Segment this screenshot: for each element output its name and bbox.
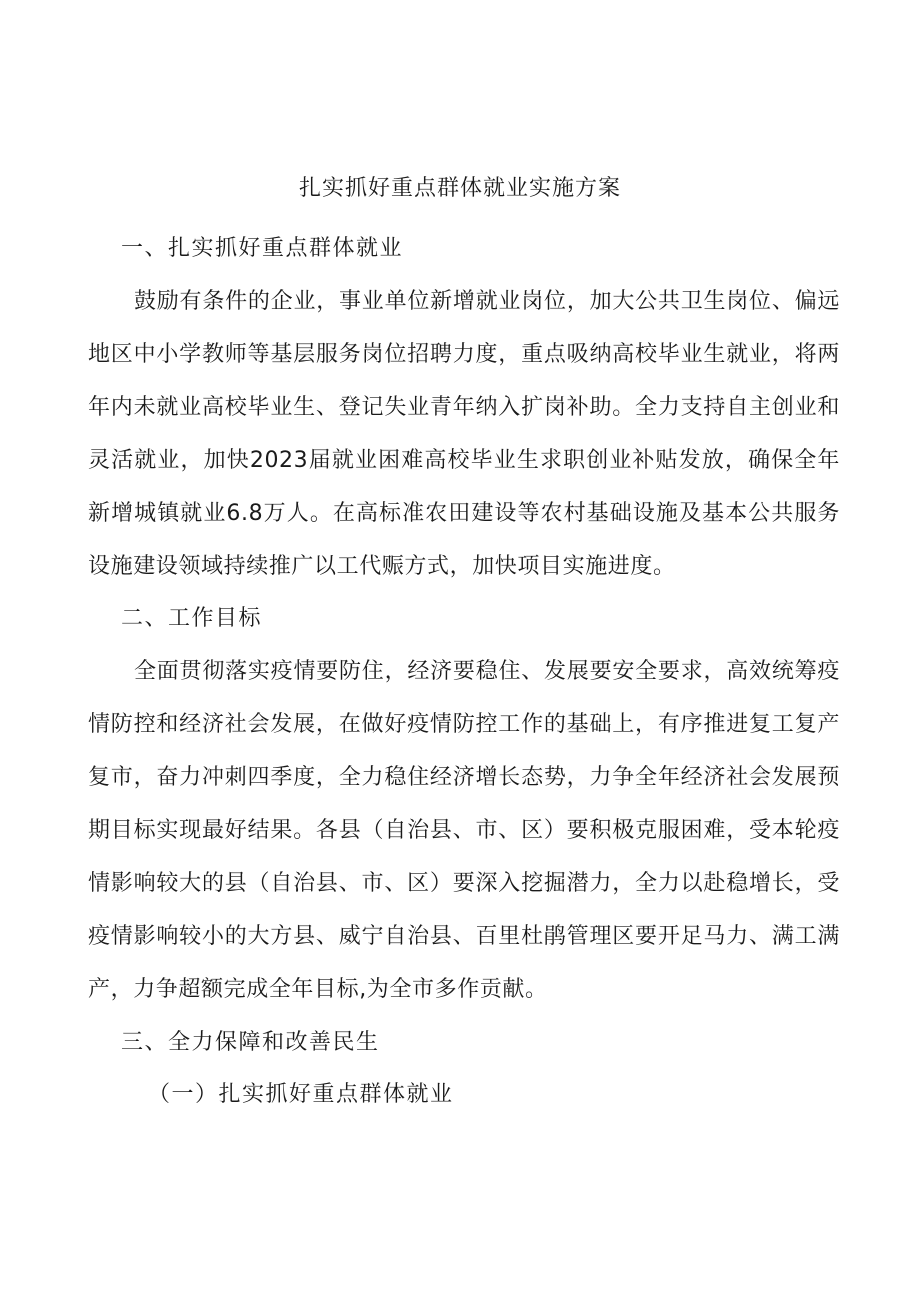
section-paragraph-2: 全面贯彻落实疫情要防住，经济要稳住、发展要安全要求，高效统筹疫情防控和经济社会发展，在做好疫情防控工作的基础上，有序推进复工复产复市，奋力冲刺四季度，全力稳住经济增长态势，力争全年经济社会发展预期目标实现最好结果。各县（自治县、市、区）要积极克服困难，受本轮疫情影响较大的县（自治县、市、区）要深入挖掘潜力，全力以赴稳增长，受疫情影响较小的大方县、威宁自治县、百里杜鹃管理区要开足马力、满工满产，力争超额完成全年目标,为全市多作贡献。: [88, 659, 840, 1002]
section-paragraph-1: 鼓励有条件的企业，事业单位新增就业岗位，加大公共卫生岗位、偏远地区中小学教师等基层服务岗位招聘力度，重点吸纳高校毕业生就业，将两年内未就业高校毕业生、登记失业青年纳入扩岗补助。全力支持自主创业和灵活就业，加快2023届就业困难高校毕业生求职创业补贴发放，确保全年新增城镇就业6.8万人。在高标准农田建设等农村基础设施及基本公共服务设施建设领域持续推广以工代赈方式，加快项目实施进度。: [88, 289, 840, 579]
document-title: 扎实抓好重点群体就业实施方案: [298, 176, 621, 201]
subsection-heading-1: （一）扎实抓好重点群体就业: [148, 1082, 454, 1107]
section-heading-2: 二、工作目标: [121, 606, 263, 631]
section-heading-3: 三、全力保障和改善民生: [121, 1030, 380, 1055]
section-heading-1: 一、扎实抓好重点群体就业: [121, 236, 404, 261]
